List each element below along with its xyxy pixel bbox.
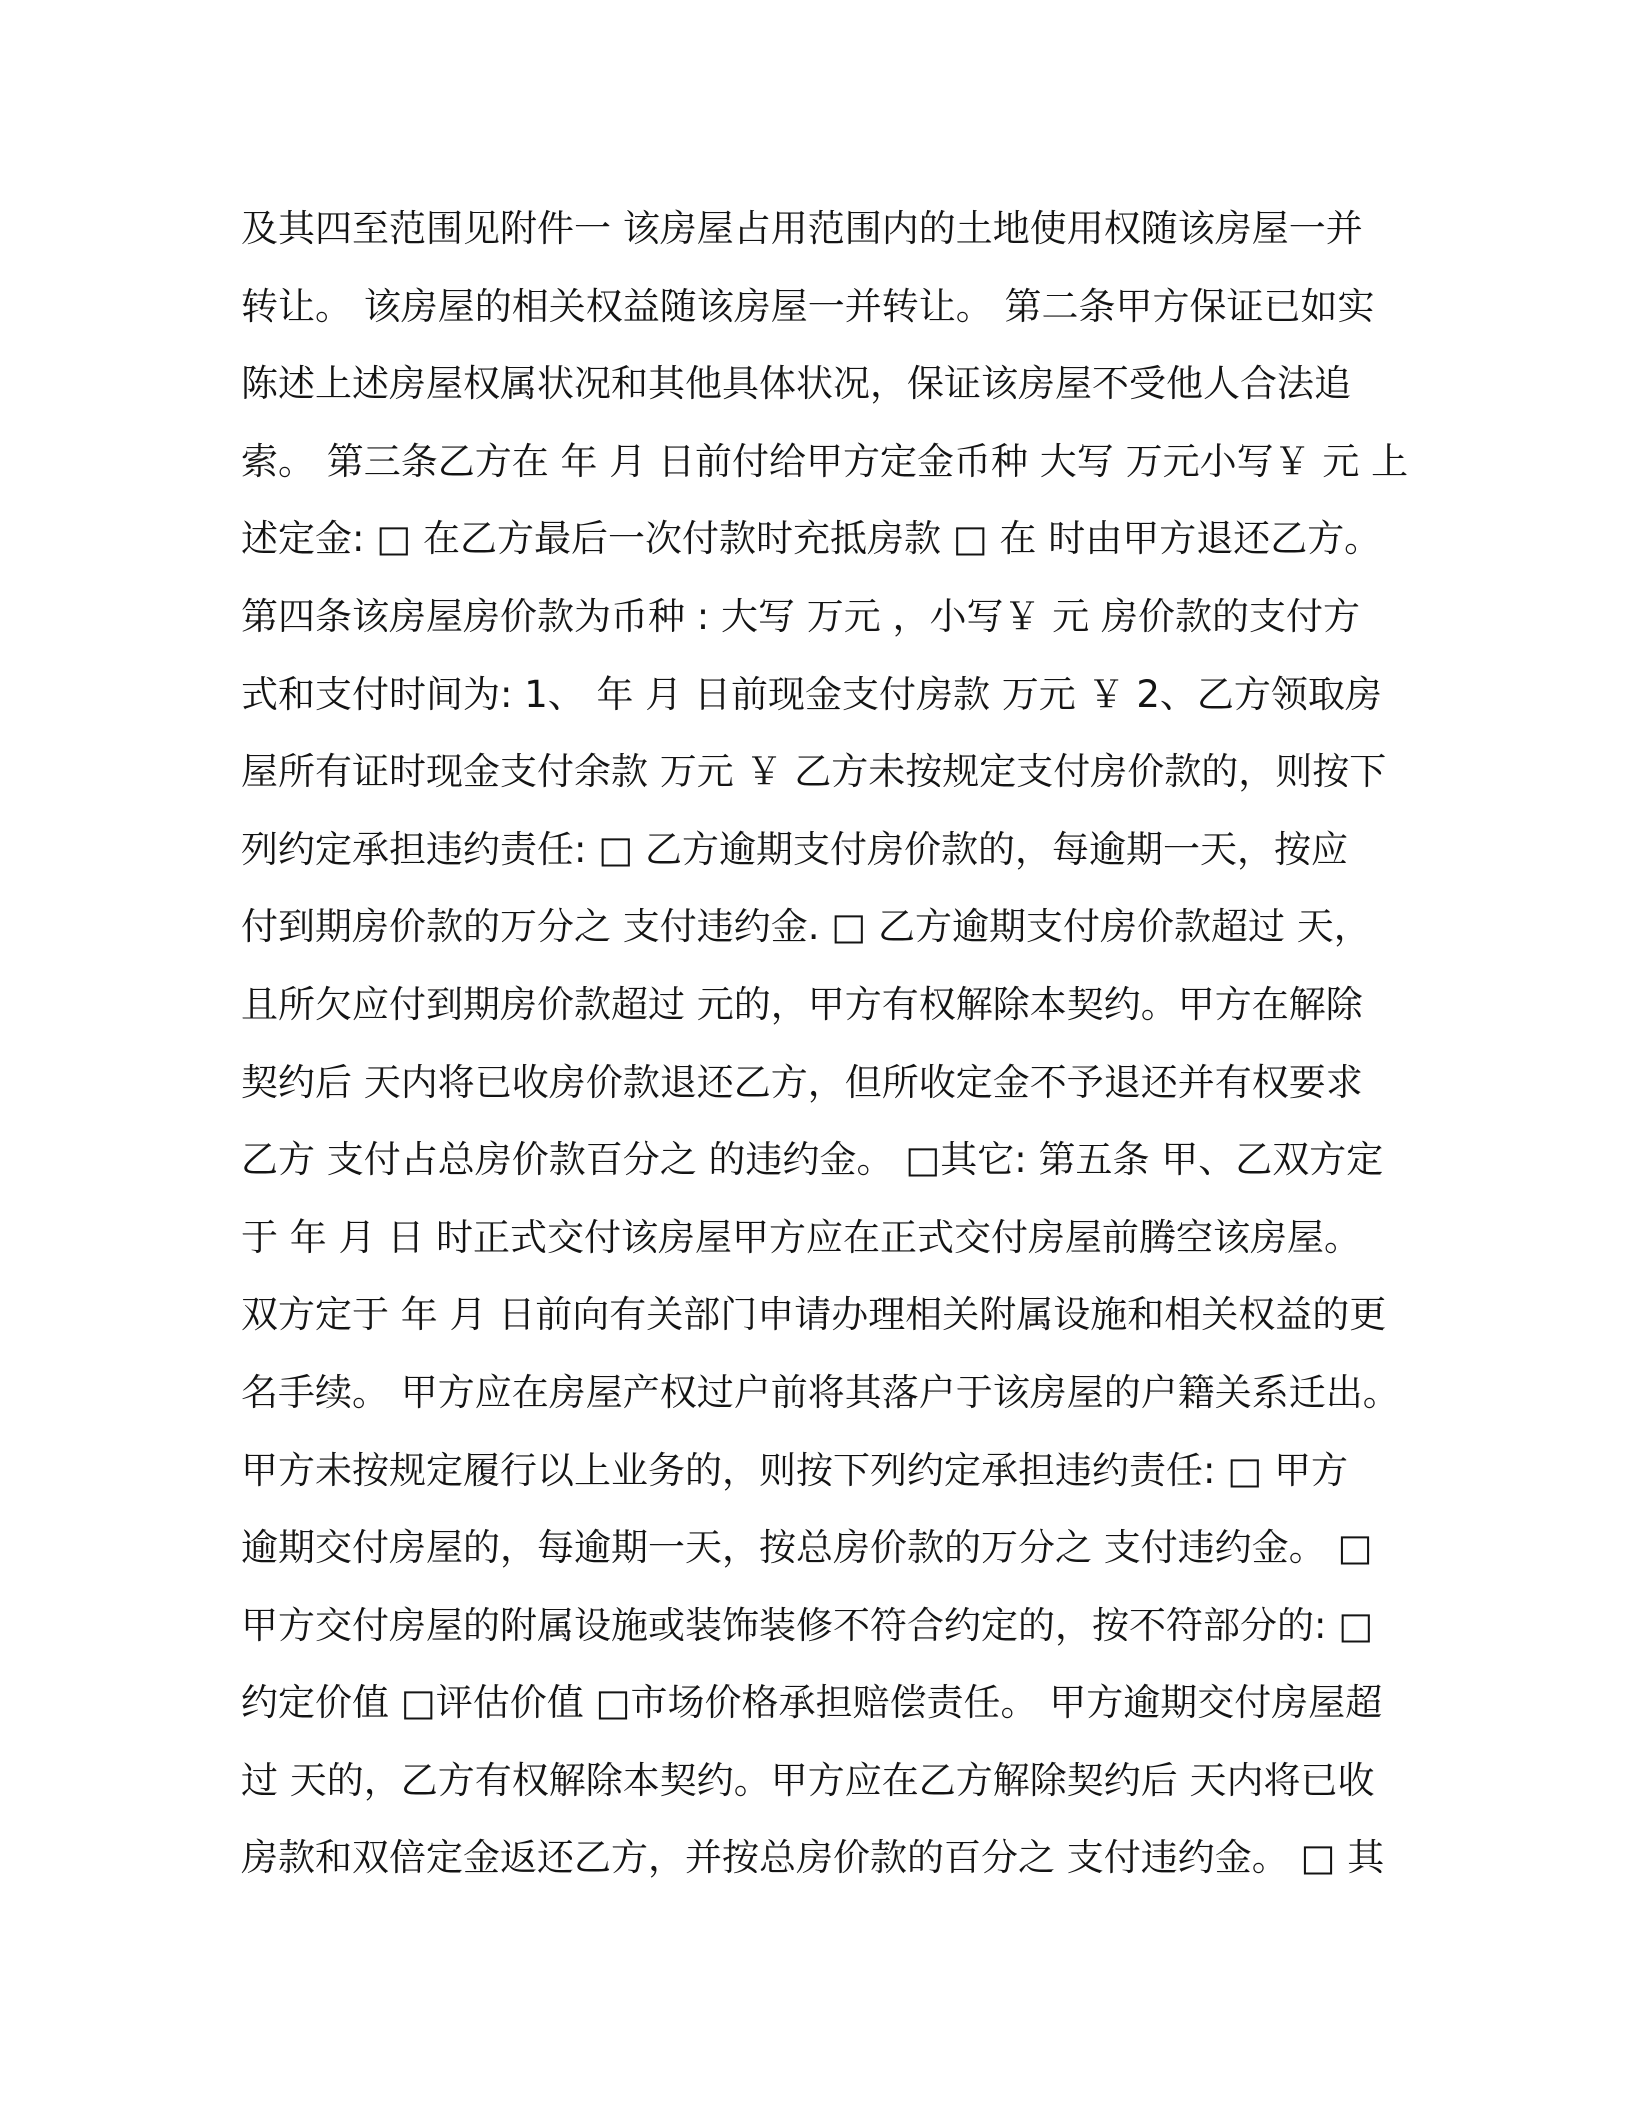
text-line: 屋所有证时现金支付余款 万元 ￥ 乙方未按规定支付房价款的，则按下 <box>241 750 1387 794</box>
text-line: 转让。 该房屋的相关权益随该房屋一并转让。 第二条甲方保证已如实 <box>241 284 1375 328</box>
text-line: 索。 第三条乙方在 年 月 日前付给甲方定金币种 大写 万元小写￥ 元 上 <box>241 439 1409 483</box>
text-line: 约定价值 □评估价值 □市场价格承担赔偿责任。 甲方逾期交付房屋超 <box>241 1681 1383 1725</box>
text-line: 述定金: □ 在乙方最后一次付款时充抵房款 □ 在 时由甲方退还乙方。 <box>241 517 1382 561</box>
text-line: 契约后 天内将已收房价款退还乙方，但所收定金不予退还并有权要求 <box>241 1060 1363 1104</box>
text-line: 逾期交付房屋的，每逾期一天，按总房价款的万分之 支付违约金。 □ <box>241 1526 1373 1570</box>
text-line: 于 年 月 日 时正式交付该房屋甲方应在正式交付房屋前腾空该房屋。 <box>241 1215 1362 1259</box>
text-line: 列约定承担违约责任: □ 乙方逾期支付房价款的，每逾期一天，按应 <box>241 827 1348 871</box>
text-line: 过 天的，乙方有权解除本契约。甲方应在乙方解除契约后 天内将已收 <box>241 1758 1375 1802</box>
text-line: 第四条该房屋房价款为币种 : 大写 万元 ，小写￥ 元 房价款的支付方 <box>241 594 1361 638</box>
text-line: 陈述上述房屋权属状况和其他具体状况，保证该房屋不受他人合法追 <box>241 362 1351 406</box>
text-line: 且所欠应付到期房价款超过 元的，甲方有权解除本契约。甲方在解除 <box>241 982 1363 1026</box>
text-line: 式和支付时间为: 1、 年 月 日前现金支付房款 万元 ￥ 2、乙方领取房 <box>241 672 1382 716</box>
text-line: 名手续。 甲方应在房屋产权过户前将其落户于该房屋的户籍关系迁出。 <box>241 1370 1400 1414</box>
text-line: 及其四至范围见附件一 该房屋占用范围内的土地使用权随该房屋一并 <box>241 207 1363 250</box>
text-line: 甲方未按规定履行以上业务的，则按下列约定承担违约责任: □ 甲方 <box>241 1448 1348 1492</box>
text-line: 甲方交付房屋的附属设施或装饰装修不符合约定的，按不符部分的: □ <box>241 1603 1374 1647</box>
text-line: 付到期房价款的万分之 支付违约金. □ 乙方逾期支付房价款超过 天， <box>241 905 1371 949</box>
text-line: 双方定于 年 月 日前向有关部门申请办理相关附属设施和相关权益的更 <box>241 1293 1387 1337</box>
text-line: 房款和双倍定金返还乙方，并按总房价款的百分之 支付违约金。 □ 其 <box>241 1836 1385 1880</box>
contract-body-text <box>241 190 1409 1897</box>
text-line: 乙方 支付占总房价款百分之 的违约金。 □其它: 第五条 甲、乙双方定 <box>241 1138 1384 1182</box>
